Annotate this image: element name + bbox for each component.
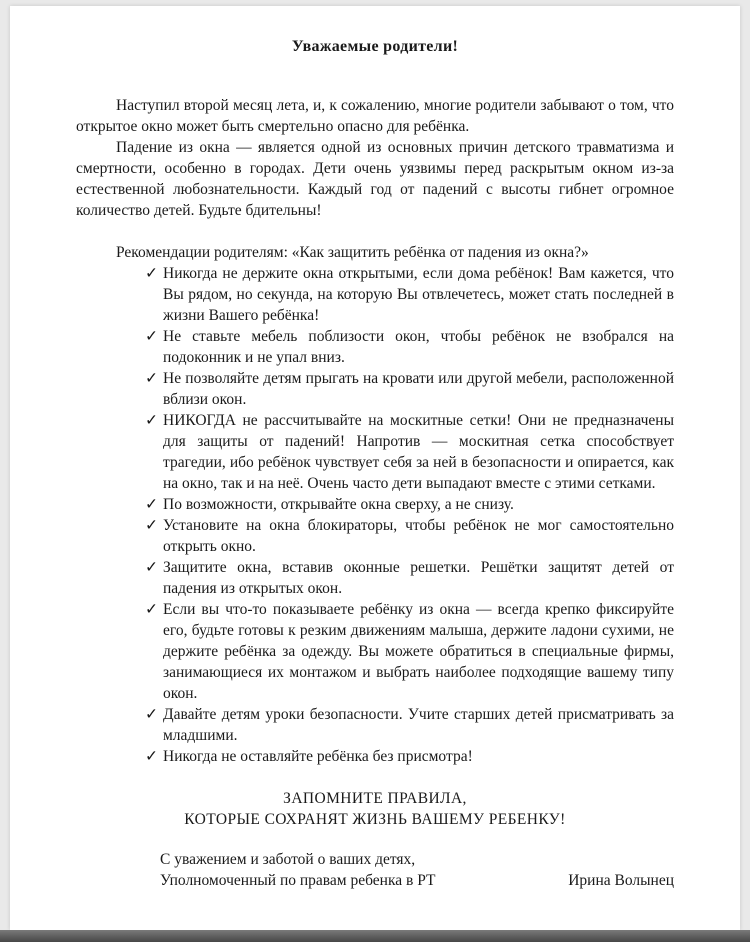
checkmark-icon: ✓ — [145, 370, 158, 387]
checkmark-icon: ✓ — [145, 412, 158, 429]
list-item-text: Давайте детям уроки безопасности. Учите старших детей присматривать за младшими. — [163, 706, 674, 744]
checkmark-icon: ✓ — [145, 706, 158, 723]
checkmark-icon: ✓ — [145, 328, 158, 345]
list-item-text: Установите на окна блокираторы, чтобы ребёнок не мог самостоятельно открыть окно. — [163, 517, 674, 555]
list-item-text: Никогда не держите окна открытыми, если дома ребёнок! Вам кажется, что Вы рядом, но секунда, на которую Вы отвлечетесь, может стать последней в жизни Вашего ребёнка! — [163, 265, 674, 324]
list-item — [146, 746, 674, 767]
closing-line-2: КОТОРЫЕ СОХРАНЯТ ЖИЗНЬ ВАШЕМУ РЕБЕНКУ! — [184, 811, 566, 828]
checkmark-icon: ✓ — [145, 265, 158, 282]
list-item-text: По возможности, открывайте окна сверху, а не снизу. — [163, 496, 514, 513]
document-title: Уважаемые родители! — [291, 38, 459, 55]
list-item-text: Никогда не оставляйте ребёнка без присмотра! — [163, 748, 473, 765]
list-item-text: Защитите окна, вставив оконные решетки. Решётки защитят детей от падения из открытых окон. — [163, 559, 674, 597]
checkmark-icon: ✓ — [145, 559, 158, 576]
intro-paragraph: Наступил второй месяц лета, и, к сожалению, многие родители забывают о том, что открытое окно может быть смертельно опасно для ребёнка. — [76, 97, 674, 135]
list-item-text: Не ставьте мебель поблизости окон, чтобы ребёнок не взобрался на подоконник и не упал вниз. — [163, 328, 674, 366]
closing-line-1: ЗАПОМНИТЕ ПРАВИЛА, — [283, 790, 467, 807]
list-item — [146, 515, 674, 557]
list-item — [146, 368, 674, 410]
list-item — [146, 263, 674, 326]
list-item-text: НИКОГДА не рассчитывайте на москитные сетки! Они не предназначены для защиты от падений! Напротив — москитная сетка способствует трагедии, ибо ребёнок чувствует себя за ней в безопасности и опирается, как на окно, так и на неё. Очень часто дети выпадают вместе с этими сетками. — [163, 412, 674, 492]
signature-position: Уполномоченный по правам ребенка в РТ — [160, 872, 436, 889]
photo-bottom-edge — [0, 930, 750, 942]
signature-regards: С уважением и заботой о ваших детях, — [160, 851, 416, 868]
checkmark-icon: ✓ — [145, 517, 158, 534]
checkmark-icon: ✓ — [145, 496, 158, 513]
danger-paragraph: Падение из окна — является одной из основных причин детского травматизма и смертности, особенно в городах. Дети очень уязвимы перед раскрытым окном из-за естественной любознательности. Каждый год от падений с высоты гибнет огромное количество детей. Будьте бдительны! — [76, 139, 674, 219]
list-item-text: Если вы что-то показываете ребёнку из окна — всегда крепко фиксируйте его, будьте готовы к резким движениям малыша, держите ладони сухими, не держите ребёнка за одежду. Вы можете обратиться в специальные фирмы, занимающиеся их монтажом и выбрать наиболее подходящие вашему типу окон. — [163, 601, 674, 702]
list-item — [146, 410, 674, 494]
signature-block — [160, 849, 674, 891]
list-item — [146, 704, 674, 746]
list-item — [146, 557, 674, 599]
checkmark-icon: ✓ — [145, 601, 158, 618]
list-item — [146, 494, 674, 515]
recommendations-list — [76, 263, 674, 767]
list-item — [146, 326, 674, 368]
recommendations-heading: Рекомендации родителям: «Как защитить ребёнка от падения из окна?» — [116, 244, 589, 261]
checkmark-icon: ✓ — [145, 748, 158, 765]
list-item — [146, 599, 674, 704]
signature-name: Ирина Волынец — [568, 872, 674, 889]
document-page — [10, 6, 740, 930]
closing-statement — [76, 788, 674, 830]
list-item-text: Не позволяйте детям прыгать на кровати или другой мебели, расположенной вблизи окон. — [163, 370, 674, 408]
